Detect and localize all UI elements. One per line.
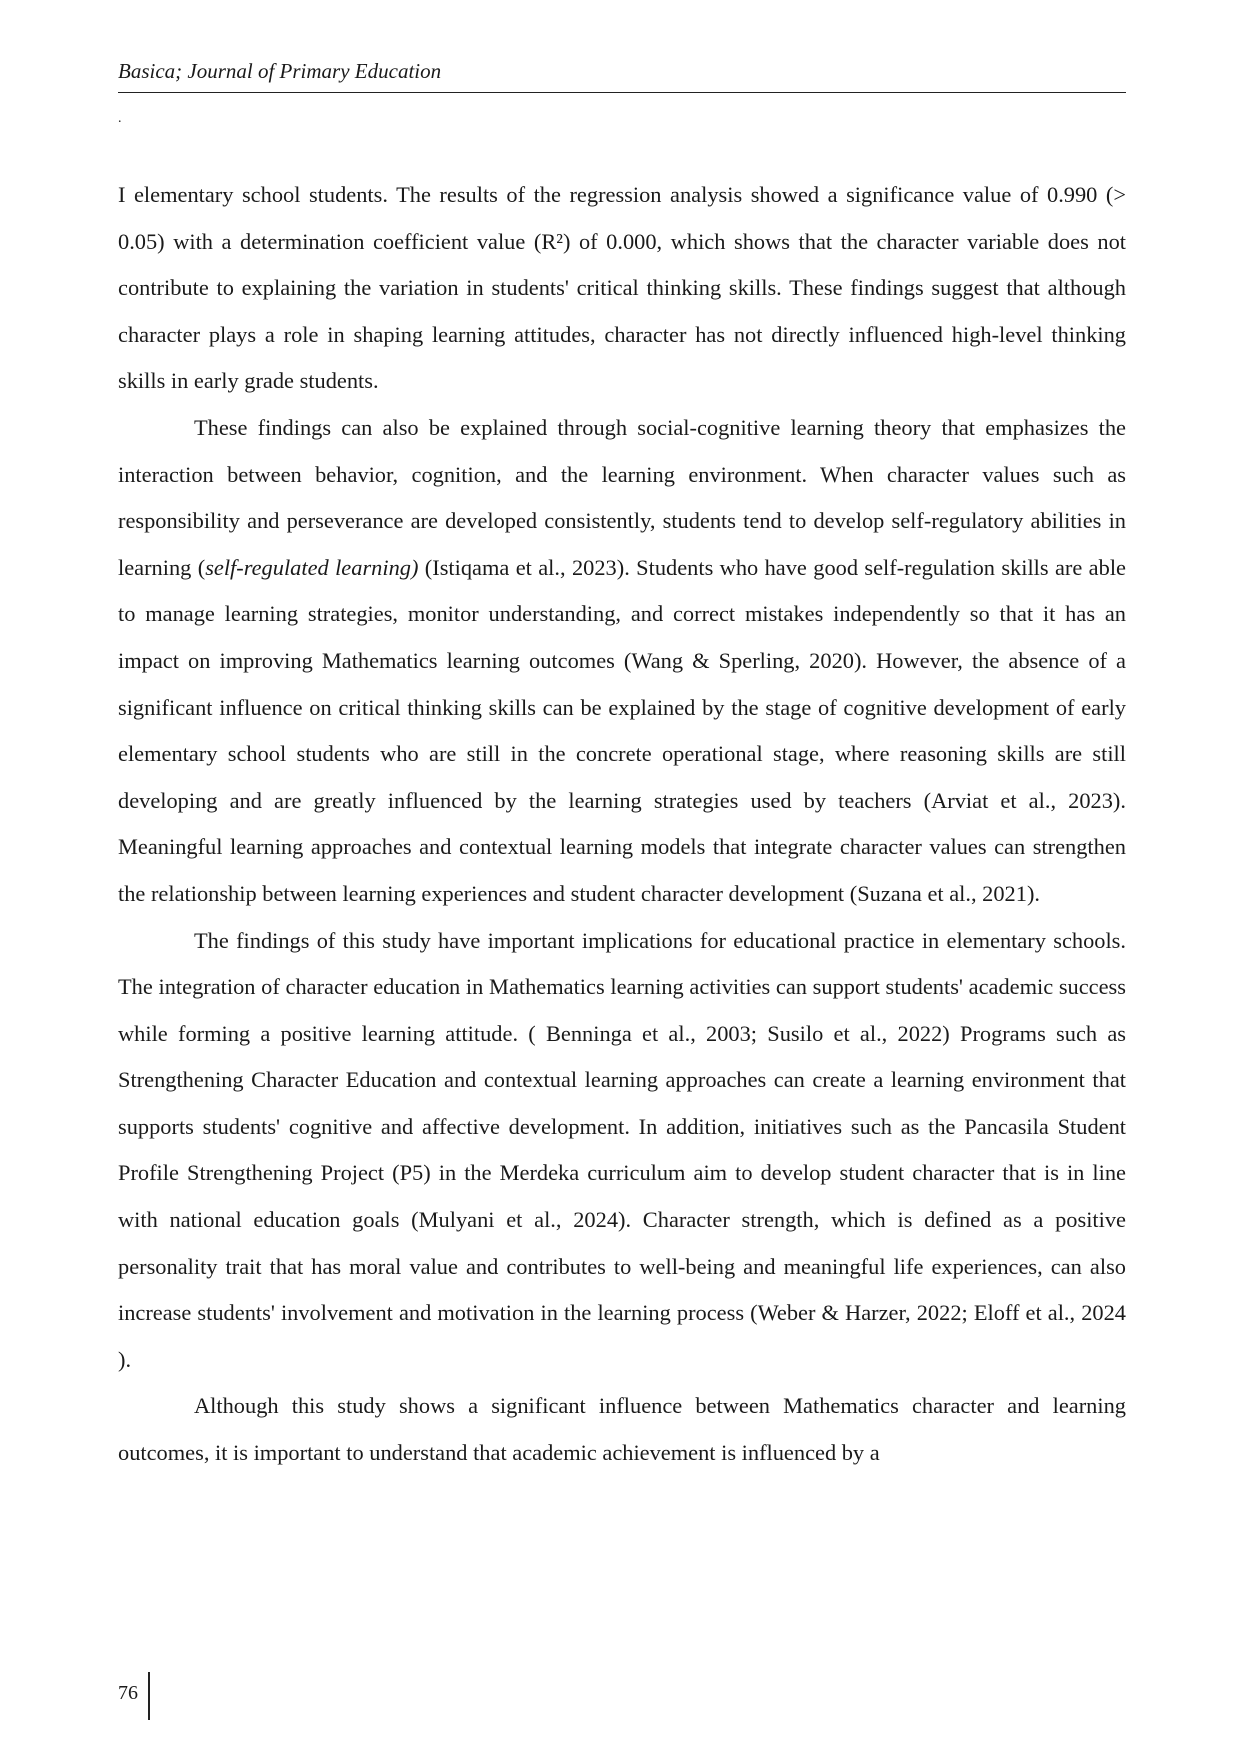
- paragraph-1: [118, 172, 1126, 405]
- journal-name: Basica; Journal of Primary Education: [118, 58, 1126, 93]
- paragraph-2-text-a: These findings can also be explained through social-cognitive learning theory that emphasizes the interaction between behavior, cognition, and the learning environment. When character values such as responsibility and perseverance are developed consistently, students tend to develop self-regulatory abilities in learning (: [118, 414, 1126, 580]
- running-header: [118, 58, 1126, 93]
- paragraph-4-text: Although this study shows a significant influence between Mathematics character and learning outcomes, it is important to understand that academic achievement is influenced by a: [118, 1393, 1126, 1466]
- article-body: [118, 172, 1126, 1477]
- paragraph-1-text: I elementary school students. The results of the regression analysis showed a significance value of 0.990 (> 0.05) with a determination coefficient value (R²) of 0.000, which shows that the character variable does not contribute to explaining the variation in students' critical thinking skills. These findings suggest that although character plays a role in shaping learning attitudes, character has not directly influenced high-level thinking skills in early grade students.: [118, 182, 1126, 394]
- page-number: 76: [118, 1682, 138, 1704]
- paragraph-3: [118, 918, 1126, 1384]
- paragraph-2: [118, 405, 1126, 918]
- paragraph-2-text-b: (Istiqama et al., 2023). Students who have good self-regulation skills are able to manage learning strategies, monitor understanding, and correct mistakes independently so that it has an impact on improving Mathematics learning outcomes (Wang & Sperling, 2020). However, the absence of a significant influence on critical thinking skills can be explained by the stage of cognitive development of early elementary school students who are still in the concrete operational stage, where reasoning skills are still developing and are greatly influenced by the learning strategies used by teachers (Arviat et al., 2023). Meaningful learning approaches and contextual learning models that integrate character values can strengthen the relationship between learning experiences and student character development (Suzana et al., 2021).: [118, 554, 1126, 906]
- footer-divider: [148, 1672, 150, 1720]
- paragraph-3-text: The findings of this study have important implications for educational practice in elementary schools. The integration of character education in Mathematics learning activities can support students' academic success while forming a positive learning attitude. ( Benninga et al., 2003; Susilo et al., 2022) Programs such as Strengthening Character Education and contextual learning approaches can create a learning environment that supports students' cognitive and affective development. In addition, initiatives such as the Pancasila Student Profile Strengthening Project (P5) in the Merdeka curriculum aim to develop student character that is in line with national education goals (Mulyani et al., 2024). Character strength, which is defined as a positive personality trait that has moral value and contributes to well-being and meaningful life experiences, can also increase students' involvement and motivation in the learning process (Weber & Harzer, 2022; Eloff et al., 2024 ).: [118, 927, 1126, 1372]
- paragraph-2-italic-term: self-regulated learning): [205, 554, 419, 580]
- header-marker: .: [118, 111, 122, 126]
- paragraph-4: [118, 1383, 1126, 1476]
- page-footer: [118, 1672, 150, 1720]
